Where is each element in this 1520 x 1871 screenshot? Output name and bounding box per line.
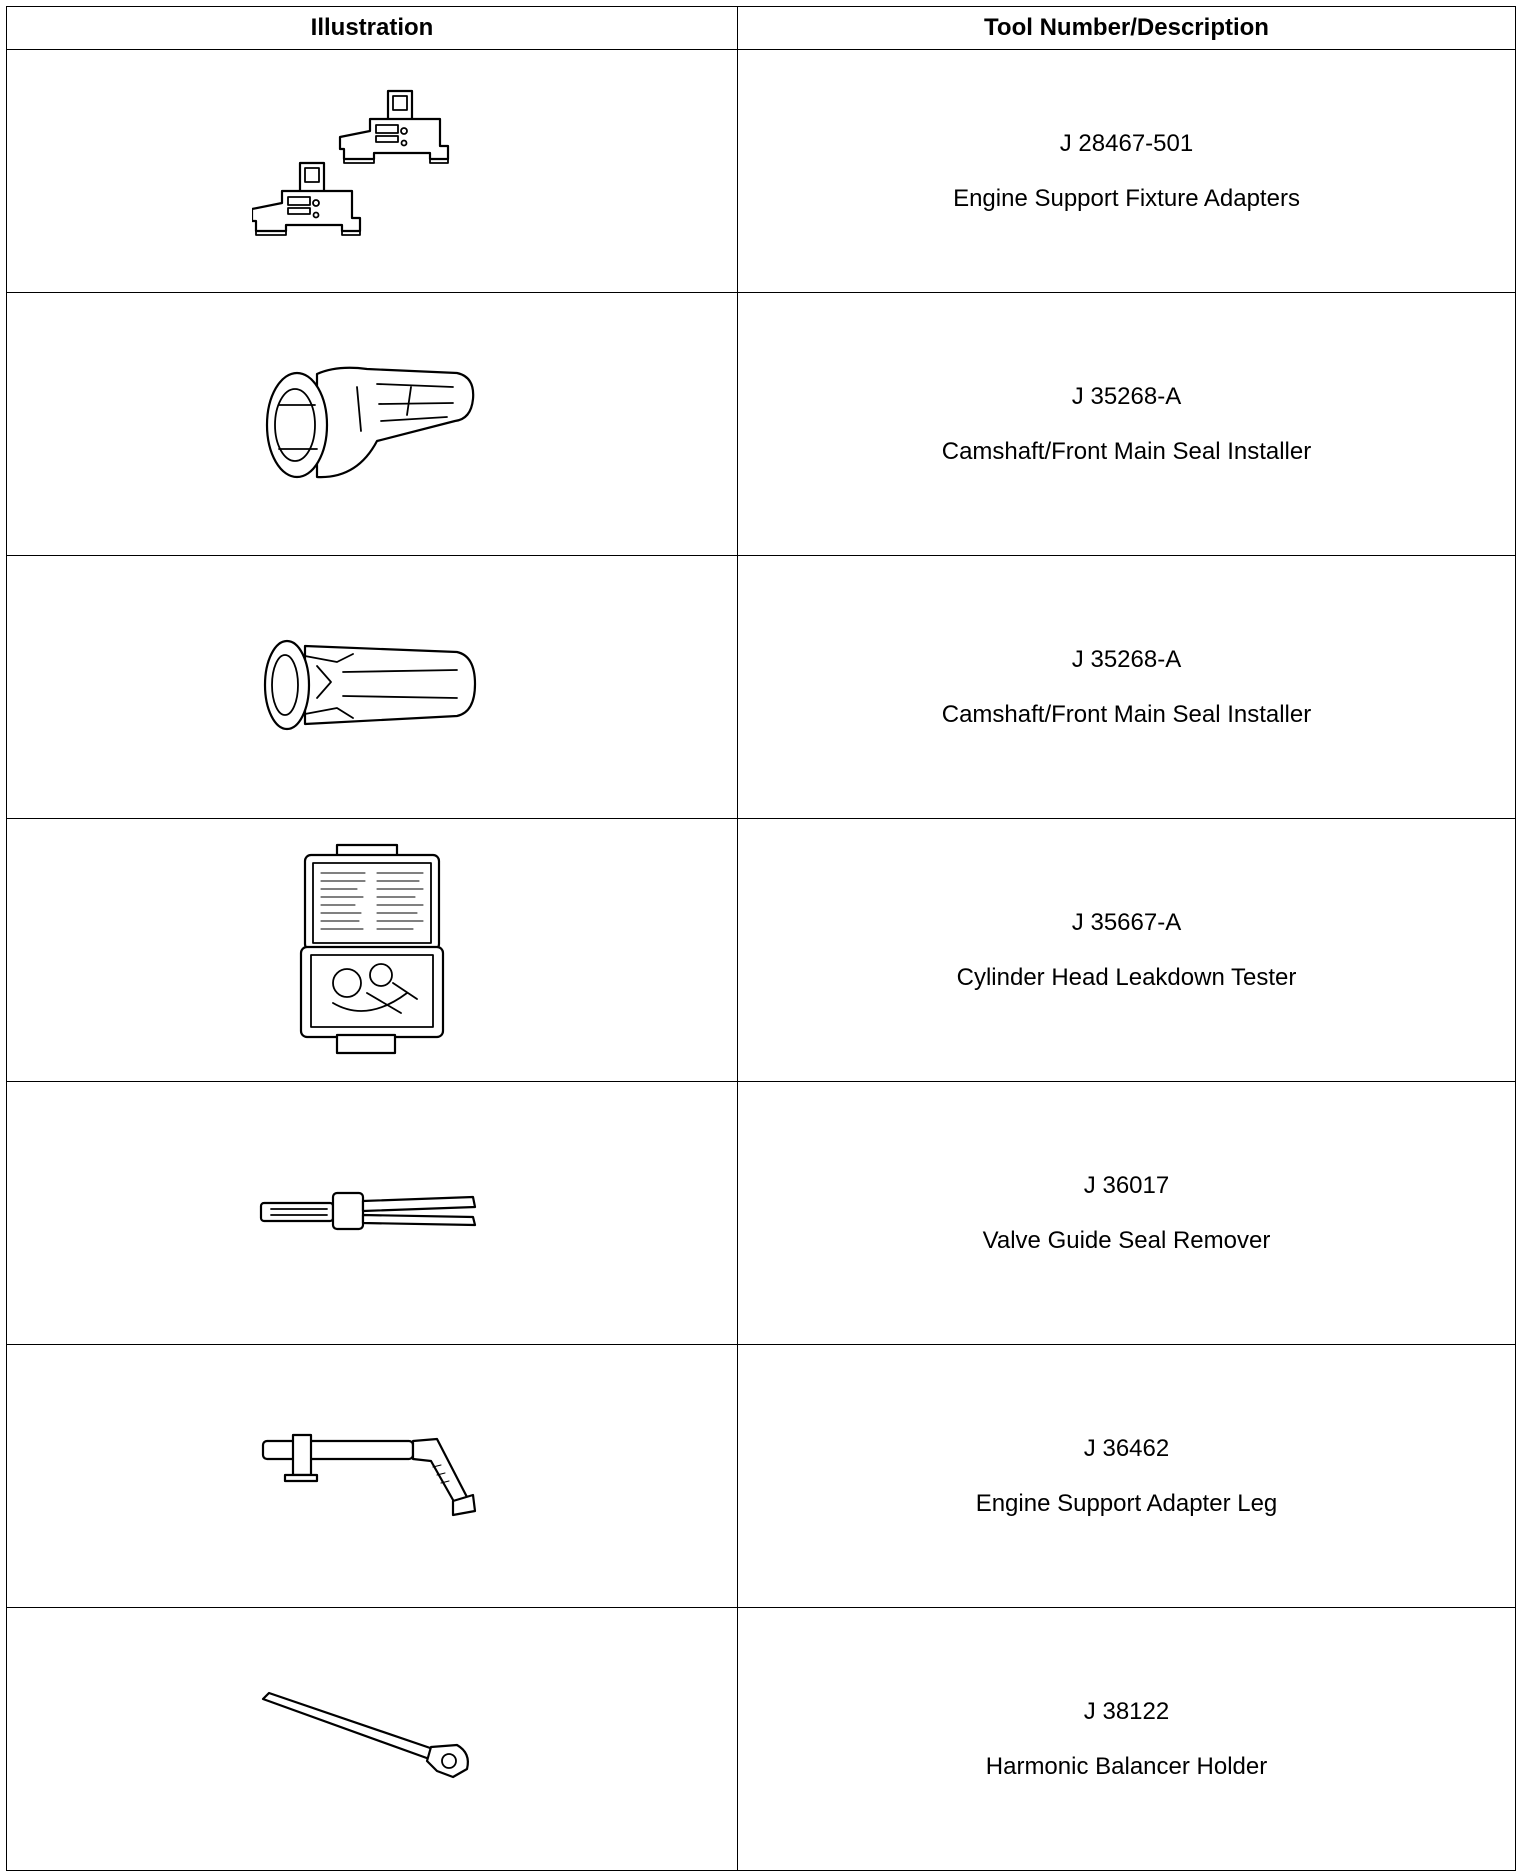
illustration-cell [7, 50, 738, 293]
tool-number: J 38122 [1083, 1697, 1170, 1725]
special-tools-table [6, 6, 1516, 1871]
table-row [7, 556, 1516, 819]
tool-description: Engine Support Fixture Adapters [953, 184, 1300, 212]
valve-guide-seal-remover-icon [257, 1183, 487, 1243]
seal-installer-icon [257, 632, 487, 742]
table-row [7, 1082, 1516, 1345]
description-cell [738, 556, 1516, 819]
tool-description: Harmonic Balancer Holder [985, 1752, 1268, 1780]
tool-description: Camshaft/Front Main Seal Installer [941, 700, 1312, 728]
leakdown-tester-case-icon [297, 843, 447, 1058]
tool-number: J 36017 [1083, 1171, 1170, 1199]
tool-description: Valve Guide Seal Remover [982, 1226, 1271, 1254]
description-cell [738, 819, 1516, 1082]
description-cell [738, 293, 1516, 556]
illustration-cell [7, 1082, 738, 1345]
description-cell [738, 50, 1516, 293]
tool-number: J 35268-A [1071, 645, 1182, 673]
table-row [7, 819, 1516, 1082]
illustration-header: Illustration [7, 7, 738, 50]
illustration-cell [7, 293, 738, 556]
tool-description: Cylinder Head Leakdown Tester [956, 963, 1297, 991]
illustration-cell [7, 1608, 738, 1871]
table-row [7, 1608, 1516, 1871]
tool-number: J 35268-A [1071, 382, 1182, 410]
illustration-cell [7, 819, 738, 1082]
description-cell [738, 1345, 1516, 1608]
engine-support-fixture-adapters-icon [252, 81, 492, 261]
tool-number: J 28467-501 [1059, 129, 1194, 157]
tool-number: J 36462 [1083, 1434, 1170, 1462]
illustration-cell [7, 556, 738, 819]
adapter-leg-icon [257, 1431, 487, 1521]
description-cell [738, 1608, 1516, 1871]
table-row [7, 50, 1516, 293]
tool-description: Engine Support Adapter Leg [975, 1489, 1278, 1517]
table-row [7, 293, 1516, 556]
tool-header: Tool Number/Description [738, 7, 1516, 50]
tool-description: Camshaft/Front Main Seal Installer [941, 437, 1312, 465]
tool-number: J 35667-A [1071, 908, 1182, 936]
illustration-cell [7, 1345, 738, 1608]
header-row [7, 7, 1516, 50]
harmonic-balancer-holder-icon [257, 1689, 487, 1789]
description-cell [738, 1082, 1516, 1345]
seal-installer-icon [257, 359, 487, 489]
table-row [7, 1345, 1516, 1608]
